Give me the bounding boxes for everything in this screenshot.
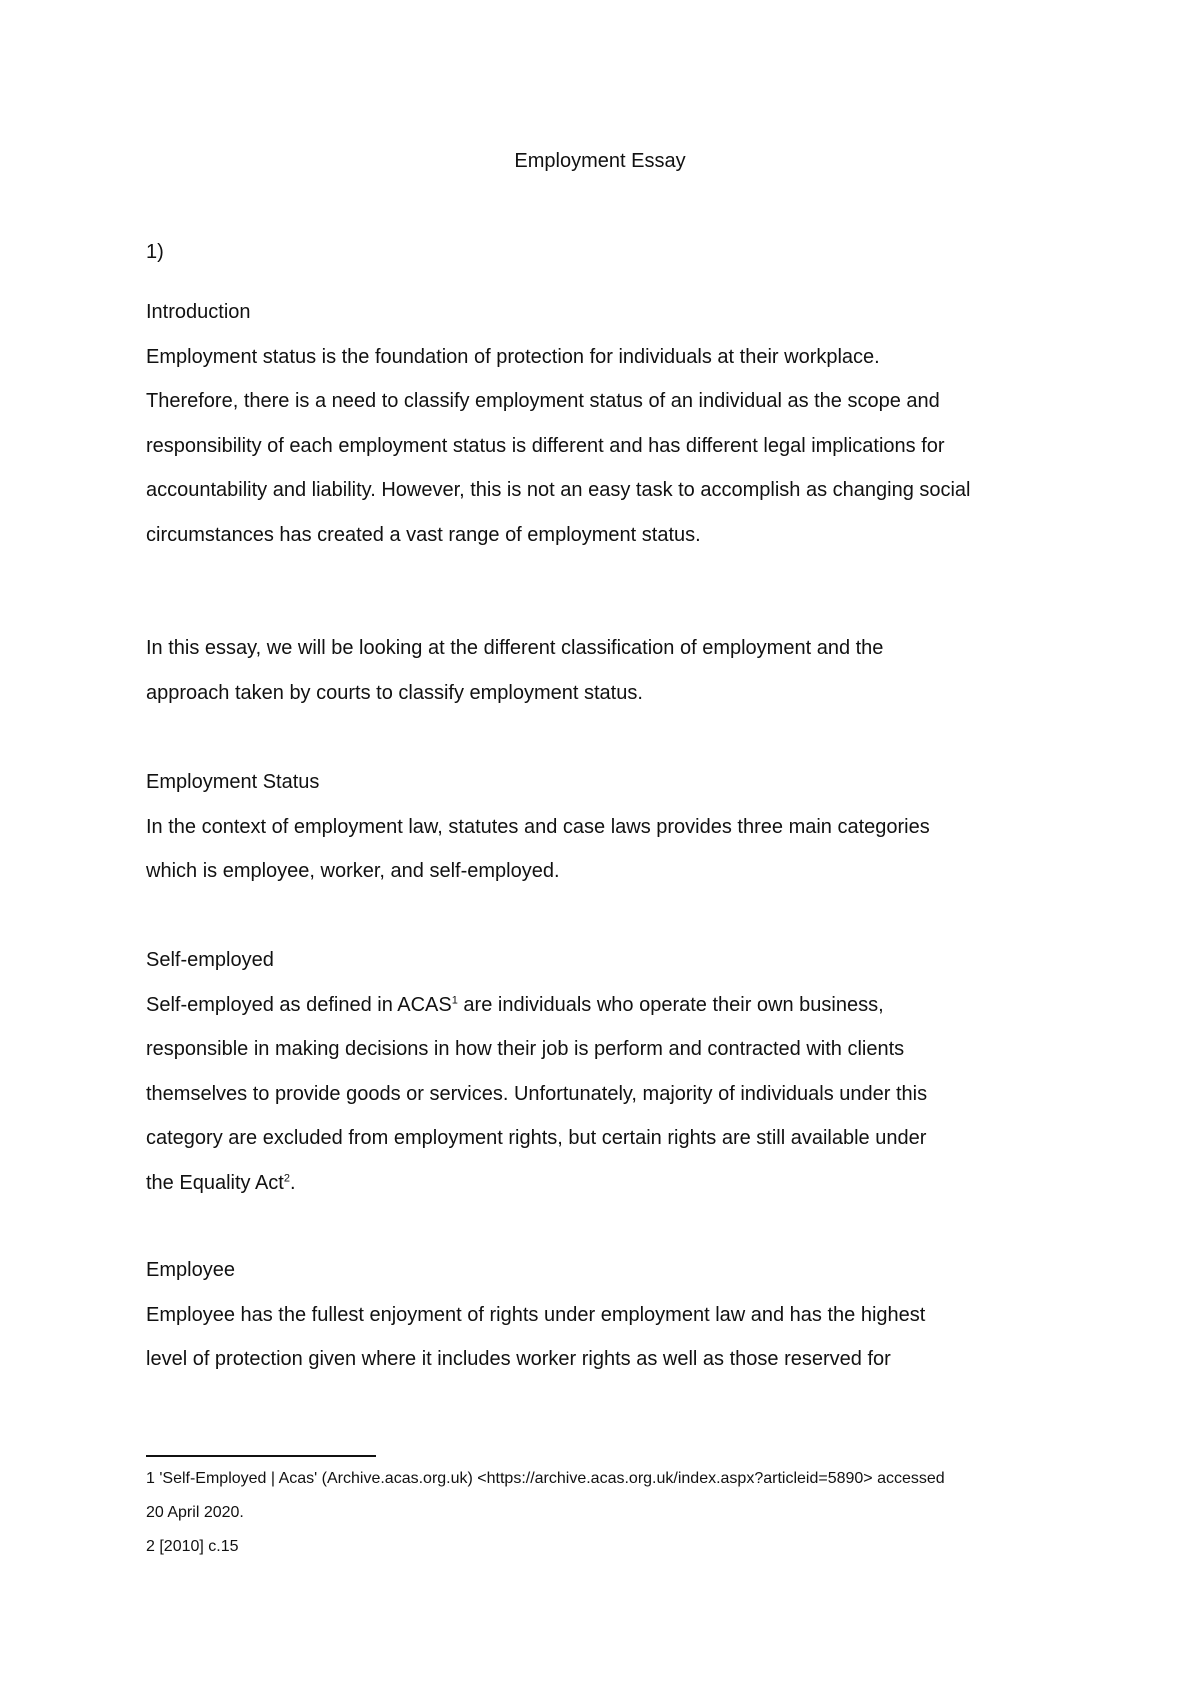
- footnote-2: 2 [2010] c.15: [146, 1538, 239, 1555]
- text-line: level of protection given where it includes worker rights as well as those reserved for: [146, 1348, 891, 1370]
- text-line: Employee has the fullest enjoyment of rights under employment law and has the highest: [146, 1303, 926, 1326]
- self-employed-section: [146, 938, 1076, 1205]
- self-employed-heading: Self-employed: [146, 949, 274, 971]
- introduction-heading: Introduction: [146, 301, 251, 323]
- text-line: themselves to provide goods or services. Unfortunately, majority of individuals under this: [146, 1082, 928, 1105]
- footnote-1: 1 'Self-Employed | Acas' (Archive.acas.org.uk) <https://archive.acas.org.uk/index.aspx?articleid=5890> accessed: [146, 1470, 945, 1487]
- employment-status-section: [146, 760, 1076, 894]
- employee-section: [146, 1248, 1076, 1382]
- question-number: 1): [146, 241, 164, 263]
- introduction-paragraph-1: [146, 335, 1076, 558]
- text-line: approach taken by courts to classify employment status.: [146, 681, 643, 704]
- document-title: Employment Essay: [514, 150, 686, 172]
- footnote-1-continued: 20 April 2020.: [146, 1504, 244, 1521]
- text-segment: are individuals who operate their own business,: [457, 993, 884, 1016]
- text-line: responsible in making decisions in how their job is perform and contracted with clients: [146, 1038, 905, 1060]
- employment-status-heading: Employment Status: [146, 771, 320, 793]
- footnote-separator: [146, 1455, 376, 1457]
- footnote-ref-2: 2: [283, 1171, 290, 1184]
- text-line: Therefore, there is a need to classify employment status of an individual as the scope and: [146, 390, 940, 412]
- text-line: In the context of employment law, statutes and case laws provides three main categories: [146, 815, 930, 838]
- text-line: In this essay, we will be looking at the different classification of employment and the: [146, 637, 884, 659]
- text-line: responsibility of each employment status is different and has different legal implications for: [146, 434, 945, 457]
- footnote-ref-1: 1: [451, 993, 458, 1006]
- text-segment: .: [290, 1171, 296, 1194]
- introduction-paragraph-2: [146, 626, 1076, 715]
- text-line: category are excluded from employment rights, but certain rights are still available under: [146, 1127, 927, 1149]
- text-line: circumstances has created a vast range of employment status.: [146, 523, 701, 546]
- text-line: which is employee, worker, and self-employed.: [146, 860, 560, 882]
- text-line: [146, 1161, 1076, 1206]
- employee-heading: Employee: [146, 1259, 235, 1281]
- text-line: [146, 983, 1076, 1028]
- text-line: Employment status is the foundation of protection for individuals at their workplace.: [146, 345, 880, 368]
- footnotes: [146, 1462, 1076, 1564]
- introduction-section: [146, 290, 1076, 557]
- text-segment: Self-employed as defined in ACAS: [146, 993, 452, 1016]
- text-line: accountability and liability. However, this is not an easy task to accomplish as changing social: [146, 479, 971, 501]
- text-segment: the Equality Act: [146, 1171, 284, 1194]
